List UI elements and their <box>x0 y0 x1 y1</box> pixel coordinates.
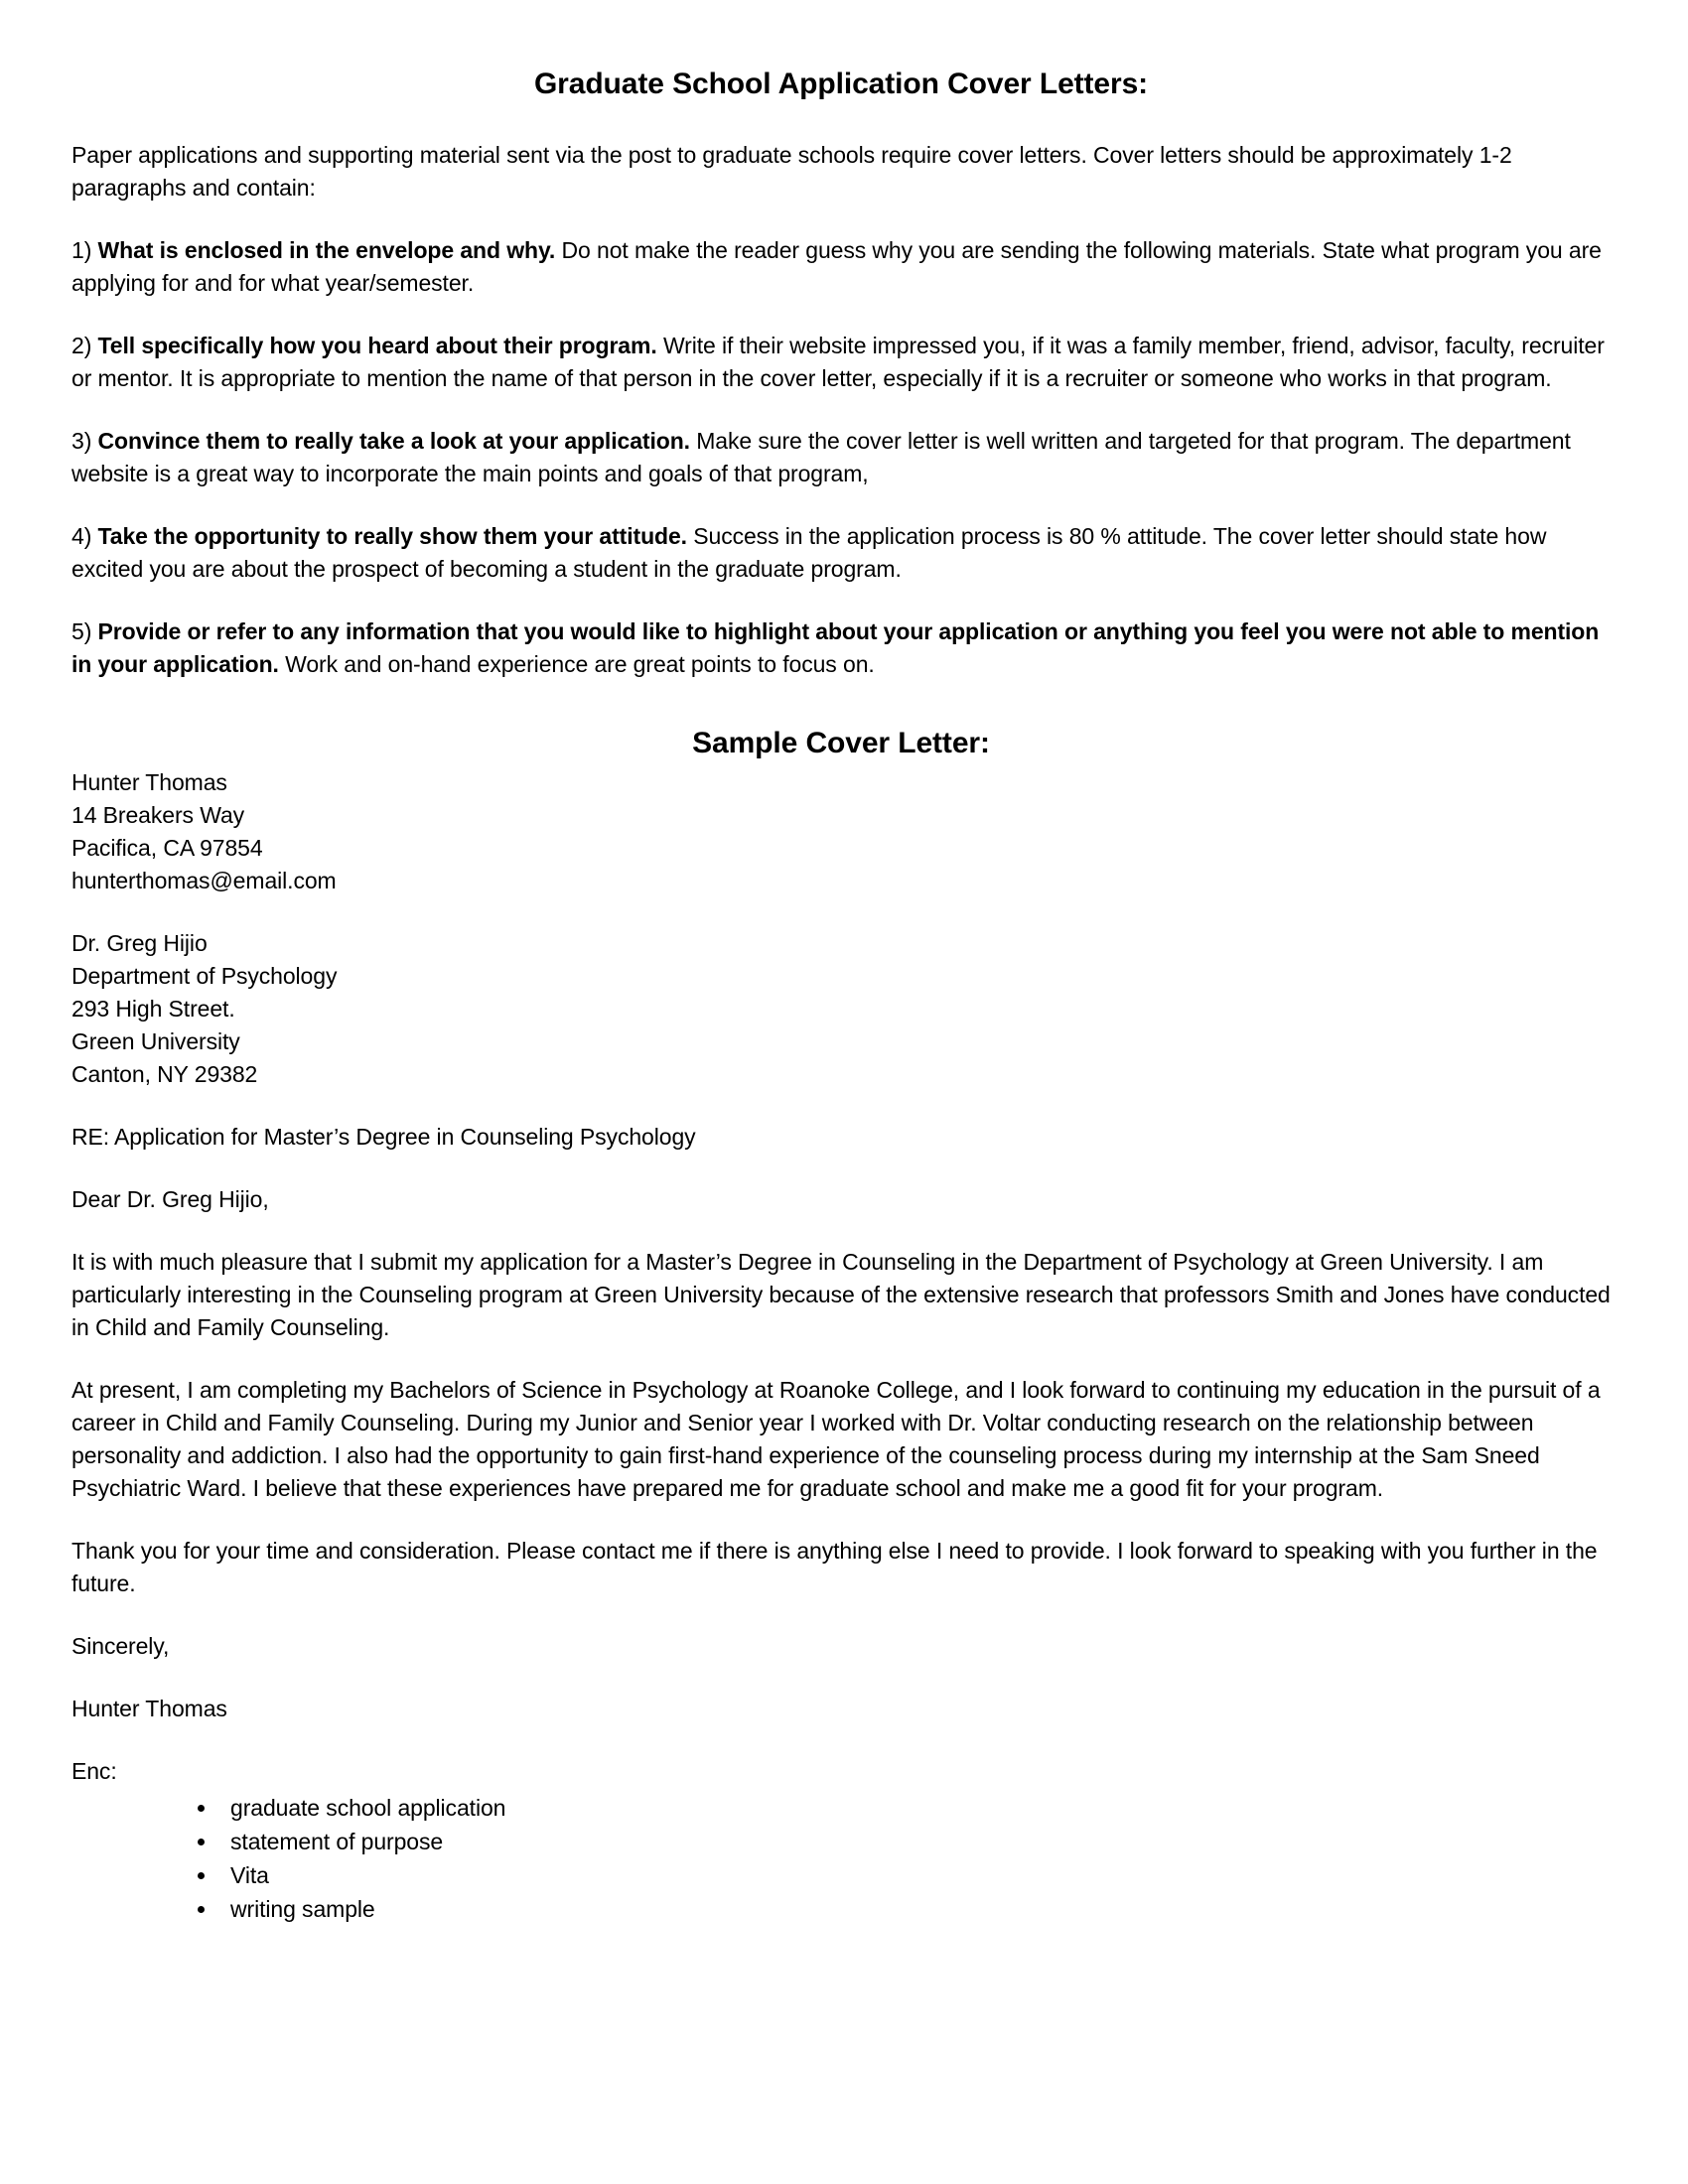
sample-letter-heading: Sample Cover Letter: <box>692 727 990 759</box>
point-3-number: 3) <box>71 428 98 454</box>
point-2-number: 2) <box>71 333 98 358</box>
point-1 <box>71 234 1611 300</box>
point-5 <box>71 615 1611 681</box>
point-5-text: Work and on-hand experience are great points to focus on. <box>278 651 875 677</box>
salutation: Dear Dr. Greg Hijio, <box>71 1186 269 1212</box>
point-1-text: Do not make the reader guess why you are sending the following materials. State what program you are applying for and for what year/semester. <box>71 237 1602 296</box>
enclosures-label: Enc: <box>71 1758 117 1784</box>
enclosure-item: • graduate school application <box>218 1792 1611 1825</box>
point-5-bold: Provide or refer to any information that you would like to highlight about your application or anything you feel you were not able to mention in your application. <box>71 618 1600 677</box>
point-3 <box>71 425 1611 490</box>
letter-paragraph-1: It is with much pleasure that I submit my application for a Master’s Degree in Counseling in the Department of Psychology at Green University. I am particularly interesting in the Counseling program at Green University because of the extensive research that professors Smith and Jones have conducted in Child and Family Counseling. <box>71 1249 1611 1340</box>
point-1-number: 1) <box>71 237 98 263</box>
page-title: Graduate School Application Cover Letters: <box>533 68 1149 100</box>
point-3-bold: Convince them to really take a look at your application. <box>97 428 690 454</box>
recipient-city: Canton, NY 29382 <box>71 1061 258 1087</box>
letter-paragraph-3: Thank you for your time and consideration. Please contact me if there is anything else I need to provide. I look forward to speaking with you further in the future. <box>71 1538 1598 1596</box>
closing: Sincerely, <box>71 1633 170 1659</box>
point-2-bold: Tell specifically how you heard about their program. <box>97 333 657 358</box>
point-2 <box>71 330 1611 395</box>
intro-paragraph: Paper applications and supporting material sent via the post to graduate schools require cover letters. Cover letters should be approximately 1-2 paragraphs and contain: <box>71 142 1512 201</box>
enclosure-item: • statement of purpose <box>218 1826 1611 1858</box>
recipient-university: Green University <box>71 1028 240 1054</box>
point-4-number: 4) <box>71 523 98 549</box>
enclosures-list <box>71 1792 1611 1926</box>
point-4 <box>71 520 1611 586</box>
sender-street: 14 Breakers Way <box>71 802 245 828</box>
point-4-bold: Take the opportunity to really show them your attitude. <box>97 523 687 549</box>
point-4-text: Success in the application process is 80 % attitude. The cover letter should state how excited you are about the prospect of becoming a student in the graduate program. <box>71 523 1547 582</box>
enclosure-item: • writing sample <box>218 1893 1611 1926</box>
recipient-department: Department of Psychology <box>71 963 338 989</box>
sender-email: hunterthomas@email.com <box>71 868 337 893</box>
re-line: RE: Application for Master’s Degree in Counseling Psychology <box>71 1124 696 1150</box>
sender-name: Hunter Thomas <box>71 769 227 795</box>
point-5-number: 5) <box>71 618 98 644</box>
point-3-text: Make sure the cover letter is well written and targeted for that program. The department website is a great way to incorporate the main points and goals of that program, <box>71 428 1571 486</box>
sender-address-block <box>71 766 1611 897</box>
recipient-address-block <box>71 927 1611 1091</box>
point-1-bold: What is enclosed in the envelope and why. <box>97 237 556 263</box>
letter-paragraph-2: At present, I am completing my Bachelors of Science in Psychology at Roanoke College, and I look forward to continuing my education in the pursuit of a career in Child and Family Counseling. During my Junior and Senior year I worked with Dr. Voltar conducting research on the relationship between personality and addiction. I also had the opportunity to gain first-hand experience of the counseling process during my internship at the Sam Sneed Psychiatric Ward. I believe that these experiences have prepared me for graduate school and make me a good fit for your program. <box>71 1377 1601 1501</box>
point-2-text: Write if their website impressed you, if it was a family member, friend, advisor, faculty, recruiter or mentor. It is appropriate to mention the name of that person in the cover letter, especially if it is a recruiter or someone who works in that program. <box>71 333 1605 391</box>
recipient-name: Dr. Greg Hijio <box>71 930 208 956</box>
signature: Hunter Thomas <box>71 1696 227 1721</box>
enclosure-item: • Vita <box>218 1859 1611 1892</box>
recipient-street: 293 High Street. <box>71 996 235 1022</box>
sender-city: Pacifica, CA 97854 <box>71 835 263 861</box>
